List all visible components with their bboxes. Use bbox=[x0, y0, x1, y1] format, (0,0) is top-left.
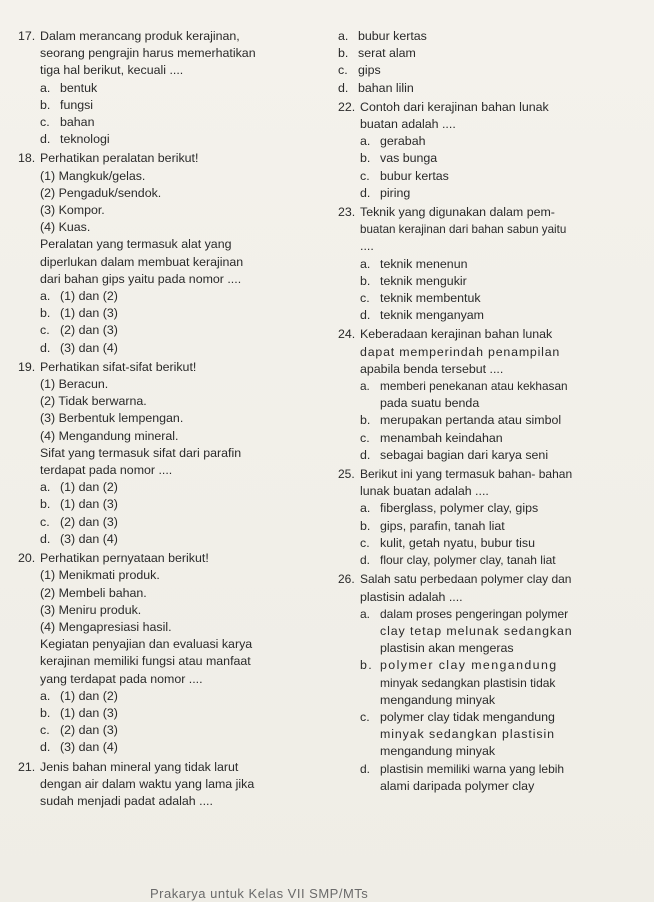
q18-after-3: dari bahan gips yaitu pada nomor .... bbox=[40, 271, 242, 286]
q26-option-d: d. plastisin memiliki warna yang lebih bbox=[360, 761, 565, 776]
q18-stem: 18. Perhatikan peralatan berikut! bbox=[18, 151, 199, 166]
q21-stem-3: sudah menjadi padat adalah .... bbox=[40, 793, 213, 808]
q17-stem-3: tiga hal berikut, kecuali .... bbox=[40, 63, 184, 78]
q20-option-a: a. (1) dan (2) bbox=[40, 688, 118, 703]
q21-stem-1: 21. Jenis bahan mineral yang tidak larut bbox=[18, 759, 239, 774]
q17-option-c-right: c. gips bbox=[338, 63, 381, 78]
q19-option-c: c. (2) dan (3) bbox=[40, 514, 118, 529]
q18-item-3: (3) Kompor. bbox=[40, 203, 105, 218]
q23-option-c: c. teknik membentuk bbox=[360, 291, 481, 306]
q17-option-a: a. bentuk bbox=[40, 80, 98, 95]
q20-option-b: b. (1) dan (3) bbox=[40, 705, 118, 720]
q26-option-b: b. polymer clay mengandung bbox=[360, 658, 558, 673]
q19-item-1: (1) Beracun. bbox=[40, 377, 109, 392]
q26-option-d-cont: alami daripada polymer clay bbox=[380, 778, 535, 793]
q20-item-3: (3) Meniru produk. bbox=[40, 602, 142, 617]
q23-option-b: b. teknik mengukir bbox=[360, 273, 467, 288]
q18-after-1: Peralatan yang termasuk alat yang bbox=[40, 237, 232, 252]
q20-after-3: yang terdapat pada nomor .... bbox=[40, 671, 203, 686]
q26-option-a-cont-2: plastisin akan mengeras bbox=[380, 641, 514, 656]
q22-option-d: d. piring bbox=[360, 185, 411, 200]
q18-item-4: (4) Kuas. bbox=[40, 220, 91, 235]
q20-item-2: (2) Membeli bahan. bbox=[40, 585, 147, 600]
q24-stem-2: dapat memperindah penampilan bbox=[360, 344, 561, 359]
q20-after-2: kerajinan memiliki fungsi atau manfaat bbox=[40, 654, 251, 669]
q22-stem-1: 22. Contoh dari kerajinan bahan lunak bbox=[338, 99, 549, 114]
q17-option-d-right: d. bahan lilin bbox=[338, 80, 414, 95]
q24-option-c: c. menambah keindahan bbox=[360, 430, 503, 445]
q18-after-2: diperlukan dalam membuat kerajinan bbox=[40, 254, 244, 269]
q23-option-d: d. teknik menganyam bbox=[360, 308, 484, 323]
q25-option-c: c. kulit, getah nyatu, bubur tisu bbox=[360, 535, 535, 550]
q17-option-d: d. teknologi bbox=[40, 132, 110, 147]
q26-option-a-cont-1: clay tetap melunak sedangkan bbox=[380, 623, 573, 638]
q26-option-c: c. polymer clay tidak mengandung bbox=[360, 709, 555, 724]
q17-stem-1: 17. Dalam merancang produk kerajinan, bbox=[18, 29, 240, 43]
q19-option-d: d. (3) dan (4) bbox=[40, 531, 118, 546]
q20-after-1: Kegiatan penyajian dan evaluasi karya bbox=[40, 637, 253, 652]
q19-item-4: (4) Mengandung mineral. bbox=[40, 428, 179, 443]
q19-option-b: b. (1) dan (3) bbox=[40, 497, 118, 512]
q26-option-a: a. dalam proses pengeringan polymer bbox=[360, 606, 569, 621]
q23-stem-2: buatan kerajinan dari bahan sabun yaitu bbox=[360, 223, 567, 237]
q17-option-b: b. fungsi bbox=[40, 97, 94, 112]
q18-item-2: (2) Pengaduk/sendok. bbox=[40, 185, 162, 200]
q18-option-c: c. (2) dan (3) bbox=[40, 323, 118, 338]
q26-stem-2: plastisin adalah .... bbox=[360, 589, 463, 604]
q26-option-c-cont-1: minyak sedangkan plastisin bbox=[380, 727, 555, 742]
q19-after-2: terdapat pada nomor .... bbox=[40, 463, 173, 478]
q24-option-a: a. memberi penekanan atau kekhasan bbox=[360, 379, 568, 394]
q24-option-b: b. merupakan pertanda atau simbol bbox=[360, 413, 562, 428]
q20-option-c: c. (2) dan (3) bbox=[40, 723, 118, 738]
q19-option-a: a. (1) dan (2) bbox=[40, 480, 118, 495]
q17-option-c: c. bahan bbox=[40, 115, 95, 130]
left-column bbox=[18, 28, 336, 810]
q26-option-c-cont-2: mengandung minyak bbox=[380, 744, 496, 759]
q23-stem-1: 23. Teknik yang digunakan dalam pem- bbox=[338, 205, 555, 220]
q20-item-1: (1) Menikmati produk. bbox=[40, 568, 160, 583]
q22-option-a: a. gerabah bbox=[360, 134, 426, 149]
q26-option-b-cont-2: mengandung minyak bbox=[380, 692, 496, 707]
q24-option-d: d. sebagai bagian dari karya seni bbox=[360, 447, 549, 462]
q24-stem-1: 24. Keberadaan kerajinan bahan lunak bbox=[338, 327, 553, 342]
q26-stem-1: 26. Salah satu perbedaan polymer clay dan bbox=[338, 572, 572, 587]
q21-stem-2: dengan air dalam waktu yang lama jika bbox=[40, 776, 255, 791]
q25-stem-1: 25. Berikut ini yang termasuk bahan- bahan bbox=[338, 467, 573, 482]
q22-option-c: c. bubur kertas bbox=[360, 168, 449, 183]
q24-option-a-cont: pada suatu benda bbox=[380, 396, 480, 411]
q20-stem: 20. Perhatikan pernyataan berikut! bbox=[18, 551, 209, 566]
q24-stem-3: apabila benda tersebut .... bbox=[360, 361, 504, 376]
q19-item-3: (3) Berbentuk lempengan. bbox=[40, 411, 184, 426]
q20-item-4: (4) Mengapresiasi hasil. bbox=[40, 619, 172, 634]
q19-after-1: Sifat yang termasuk sifat dari parafin bbox=[40, 445, 242, 460]
q25-option-a: a. fiberglass, polymer clay, gips bbox=[360, 501, 539, 516]
q22-stem-2: buatan adalah .... bbox=[360, 117, 456, 132]
q18-option-a: a. (1) dan (2) bbox=[40, 289, 118, 304]
q23-option-a: a. teknik menenun bbox=[360, 256, 468, 271]
q17-stem-2: seorang pengrajin harus memerhatikan bbox=[40, 46, 256, 61]
q19-item-2: (2) Tidak berwarna. bbox=[40, 394, 147, 409]
page-footer: Prakarya untuk Kelas VII SMP/MTs bbox=[150, 886, 369, 901]
q18-item-1: (1) Mangkuk/gelas. bbox=[40, 168, 146, 183]
q22-option-b: b. vas bunga bbox=[360, 151, 438, 166]
right-column bbox=[338, 28, 638, 795]
q17-option-a-right: a. bubur kertas bbox=[338, 29, 427, 43]
q18-option-d: d. (3) dan (4) bbox=[40, 340, 118, 355]
q20-option-d: d. (3) dan (4) bbox=[40, 740, 118, 755]
q19-stem: 19. Perhatikan sifat-sifat berikut! bbox=[18, 359, 197, 374]
q26-option-b-cont-1: minyak sedangkan plastisin tidak bbox=[380, 675, 556, 690]
q25-stem-2: lunak buatan adalah .... bbox=[360, 484, 489, 499]
q18-option-b: b. (1) dan (3) bbox=[40, 306, 118, 321]
q23-stem-3: .... bbox=[360, 239, 374, 254]
q17-option-b-right: b. serat alam bbox=[338, 46, 416, 61]
q25-option-b: b. gips, parafin, tanah liat bbox=[360, 518, 505, 533]
q25-option-d: d. flour clay, polymer clay, tanah liat bbox=[360, 553, 556, 568]
